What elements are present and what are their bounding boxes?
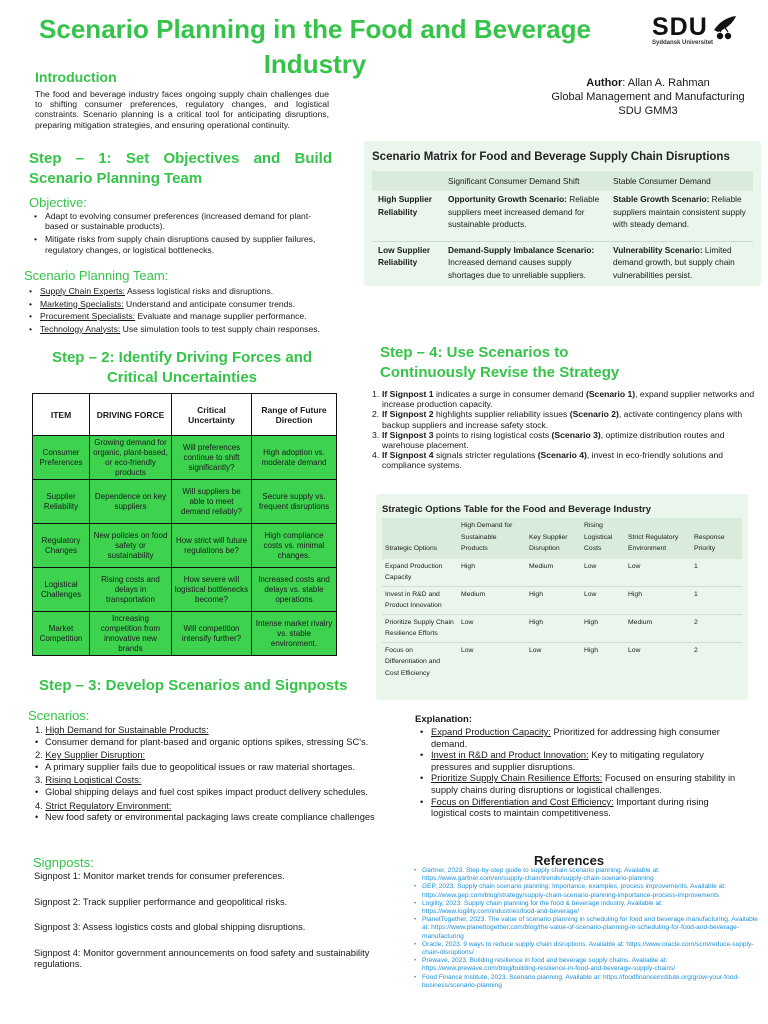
step4-text: , expand supplier networks and increase production capacity. xyxy=(382,389,755,410)
table-row xyxy=(382,586,742,614)
options-cell: Expand Production Capacity xyxy=(382,559,458,587)
explanation-desc: Prioritized for addressing high consumer demand. xyxy=(431,727,720,749)
options-header: Rising Logistical Costs xyxy=(581,518,625,559)
author-code: SDU GMM3 xyxy=(618,105,678,117)
references-heading: References xyxy=(534,853,605,868)
df-cell: Market Competition xyxy=(33,612,90,656)
team-role: Supply Chain Experts: xyxy=(40,286,126,296)
intro-heading: Introduction xyxy=(35,69,117,85)
options-cell: Low xyxy=(581,559,625,587)
objective-item: • Mitigate risks from supply chain disruptions caused by supplier failures, regulatory changes, or logistical bottlenecks. xyxy=(32,234,332,254)
table-row xyxy=(33,524,337,568)
reference-link[interactable]: • Logility, 2023. Supply chain planning for the food & beverage industry. Available at: https://www.logility.com/industries/food-and-beverage/ xyxy=(412,900,762,916)
objective-heading: Objective: xyxy=(29,195,87,210)
scenario-desc-text: New food safety or environmental packaging laws create compliance challenges xyxy=(45,812,375,823)
df-cell: How strict will future regulations be? xyxy=(172,524,252,568)
options-cell: High xyxy=(458,559,526,587)
scenario-name: Rising Logistical Costs: xyxy=(45,775,142,786)
reference-link[interactable]: • Oracle, 2023. 9 ways to reduce supply chain disruptions. Available at: https://www.oracle.com/scm/reduce-supply-chain-disruptions/ xyxy=(412,941,762,957)
scenarios-heading: Scenarios: xyxy=(28,708,90,723)
team-role: Marketing Specialists: xyxy=(40,298,124,309)
options-cell: 2 xyxy=(691,614,742,642)
scenarios-list xyxy=(35,725,405,824)
df-cell: Intense market rivalry vs. stable environment. xyxy=(252,612,337,656)
explanation-heading: Explanation: xyxy=(415,714,473,725)
options-cell: Invest in R&D and Product Innovation xyxy=(382,586,458,614)
team-heading: Scenario Planning Team: xyxy=(24,268,169,283)
df-header: ITEM xyxy=(33,394,90,436)
scenario-title xyxy=(35,801,405,813)
step4-text: indicates a surge in consumer demand xyxy=(433,389,586,399)
df-cell: Rising costs and delays in transportation xyxy=(90,568,172,612)
team-role: Procurement Specialists: xyxy=(40,311,136,321)
driving-forces-table xyxy=(32,393,337,656)
scenario-matrix-table xyxy=(372,171,753,286)
team-desc: Assess logistical risks and disruptions. xyxy=(125,286,274,296)
scenario-ref: (Scenario 2) xyxy=(569,409,619,420)
logo-text: SDU xyxy=(652,13,708,41)
df-cell: Consumer Preferences xyxy=(33,436,90,480)
scenario-ref: (Scenario 1) xyxy=(585,389,636,399)
step4-heading-line1: Step – 4: Use Scenarios to xyxy=(380,344,569,361)
strategic-options-table xyxy=(382,518,742,682)
signpost-item: Signpost 1: Monitor market trends for consumer preferences. xyxy=(34,871,285,881)
signposts-heading: Signposts: xyxy=(33,855,94,870)
page-title: Scenario Planning in the Food and Beverage Industry xyxy=(39,14,591,79)
scenario-ref: (Scenario 3) xyxy=(551,429,601,440)
matrix-col-header: Stable Consumer Demand xyxy=(607,171,753,191)
scenario-name: Key Supplier Disruption: xyxy=(45,750,146,761)
scenario-desc: • Global shipping delays and fuel cost spikes impact product delivery schedules. xyxy=(35,786,368,797)
options-cell: High xyxy=(581,614,625,642)
table-row xyxy=(382,614,742,642)
df-header: Critical Uncertainty xyxy=(172,394,252,436)
table-row xyxy=(382,559,742,587)
explanation-desc: Important during rising logistical costs to maintain competitiveness. xyxy=(431,796,709,819)
intro-text: The food and beverage industry faces ongoing supply chain challenges due to shifting consumer preferences, regulatory changes, and logistical constraints. Scenario planning is a critical tool for anticipating disruptions, preparing mitigation strategies, and ensuring operational continuity. xyxy=(35,89,329,130)
explanation-title: Prioritize Supply Chain Resilience Efforts: xyxy=(431,773,603,784)
explanation-desc: Focused on ensuring stability in supply chains during disruptions or logistical challenges. xyxy=(431,773,736,795)
objective-list xyxy=(32,211,332,255)
df-cell: Increasing competition from innovative new brands xyxy=(90,612,172,656)
step3-heading: Step – 3: Develop Scenarios and Signposts xyxy=(39,677,348,694)
team-item xyxy=(27,285,387,298)
options-cell: Low xyxy=(458,614,526,642)
team-desc: Use simulation tools to test supply chain responses. xyxy=(120,323,320,334)
step4-text: , invest in eco-friendly solutions and compliance systems. xyxy=(382,450,724,471)
matrix-cell-text: Increased demand causes supply shortages due to unreliable suppliers. xyxy=(448,257,586,280)
table-row xyxy=(382,642,742,682)
df-header: DRIVING FORCE xyxy=(90,394,172,436)
reference-link[interactable]: • PlanetTogether, 2023. The value of scenario planning in scheduling for food and beverage manufacturing. Available at: https://www.planettogether.com/blog/the-value-of-scenario-planning-in-scheduling-for-food-and-beverage-manufacturing xyxy=(412,916,762,941)
step4-heading xyxy=(380,343,650,383)
step4-heading-line2: Continuously Revise the Strategy xyxy=(380,364,620,381)
step2-heading xyxy=(37,348,327,388)
options-cell: Low xyxy=(625,559,691,587)
signpost-item: Signpost 2: Track supplier performance and geopolitical risks. xyxy=(34,896,288,907)
options-cell: 2 xyxy=(694,646,698,654)
df-cell: New policies on food safety or sustainability xyxy=(90,524,172,568)
df-cell: Regulatory Changes xyxy=(33,524,90,568)
scenario-title xyxy=(35,725,405,737)
scenario-name: Strict Regulatory Environment: xyxy=(45,800,172,811)
step1-heading: Step – 1: Set Objectives and Build Scenario Planning Team xyxy=(29,150,332,187)
options-cell: Prioritize Supply Chain Resilience Efforts xyxy=(382,614,458,642)
signposts-list xyxy=(34,871,374,971)
scenario-number: 2. xyxy=(35,750,43,761)
logo-subtitle: Syddansk Universitet xyxy=(652,40,714,46)
team-list xyxy=(27,285,387,335)
author-block xyxy=(530,76,766,118)
matrix-cell xyxy=(442,191,607,241)
author-program: Global Management and Manufacturing xyxy=(551,91,745,103)
signpost-ref: If Signpost 3 xyxy=(382,429,434,440)
matrix-title: Scenario Matrix for Food and Beverage Supply Chain Disruptions xyxy=(372,151,730,163)
options-cell: High xyxy=(625,586,691,614)
df-cell: Growing demand for organic, plant-based, or eco-friendly products xyxy=(90,436,172,480)
scenario-desc-text: A primary supplier fails due to geopolitical issues or raw material shortages. xyxy=(45,761,356,772)
explanation-desc: Key to mitigating regulatory pressures and supplier disruptions. xyxy=(431,750,704,772)
step4-text: , activate contingency plans with backup suppliers and increase safety stock. xyxy=(382,409,743,430)
df-cell: Will preferences continue to shift significantly? xyxy=(172,436,252,480)
step4-list xyxy=(372,389,762,471)
options-header: High Demand for Sustainable Products xyxy=(458,518,526,559)
options-header: Response Priority xyxy=(691,518,742,559)
df-cell: High compliance costs vs. minimal changes. xyxy=(252,524,337,568)
step4-text: points to rising logistical costs xyxy=(433,429,552,440)
options-cell: Focus on Differentiation and Cost Efficiency xyxy=(385,646,441,677)
signpost-ref: If Signpost 1 xyxy=(382,389,434,399)
team-desc: Evaluate and manage supplier performance. xyxy=(135,311,307,321)
options-cell: 1 xyxy=(691,559,742,587)
scenario-desc: • Consumer demand for plant-based and organic options spikes, stressing SC's. xyxy=(35,736,369,747)
table-row xyxy=(33,612,337,656)
matrix-row-label: High Supplier Reliability xyxy=(372,191,442,241)
df-cell: Dependence on key suppliers xyxy=(90,480,172,524)
step4-text: highlights supplier reliability issues xyxy=(433,409,570,420)
matrix-cell-text: Reliable suppliers maintain consistent supply with steady demand. xyxy=(613,194,746,229)
step2-heading-line2: Critical Uncertainties xyxy=(106,369,258,386)
scenario-ref: (Scenario 4) xyxy=(537,450,587,461)
options-header: Key Supplier Disruption xyxy=(526,518,581,559)
explanation-title: Invest in R&D and Product Innovation: xyxy=(431,750,589,761)
df-cell: Supplier Reliability xyxy=(33,480,90,524)
df-cell: Secure supply vs. frequent disruptions xyxy=(252,480,337,524)
table-row xyxy=(33,436,337,480)
leaf-icon xyxy=(710,12,742,42)
item-number: 3. xyxy=(372,429,380,440)
scenario-number: 3. xyxy=(35,775,43,786)
scenario-number: 4. xyxy=(35,800,43,811)
matrix-cell-text: Limited demand growth, but supply chain vulnerabilities persist. xyxy=(613,244,735,280)
df-cell: Increased costs and delays vs. stable operations xyxy=(252,568,337,612)
signpost-item: Signpost 3: Assess logistics costs and global shipping disruptions. xyxy=(34,922,306,933)
options-cell: Low xyxy=(529,646,542,654)
explanation-item xyxy=(418,797,738,820)
options-cell: Medium xyxy=(526,559,581,587)
explanation-item xyxy=(418,750,738,773)
scenario-title xyxy=(35,775,405,787)
item-number: 4. xyxy=(372,450,380,461)
options-cell: Medium xyxy=(458,586,526,614)
explanation-title: Focus on Differentiation and Cost Efficiency: xyxy=(431,796,614,807)
options-cell: High xyxy=(526,586,581,614)
reference-link[interactable]: • Gartner, 2023. Step-by-step guide to supply chain scenario planning. Available at: https://www.gartner.com/en/supply-chain/trends/supply-chain-scenario-planning xyxy=(412,867,762,883)
scenario-desc-text: Global shipping delays and fuel cost spikes impact product delivery schedules. xyxy=(45,786,368,797)
scenario-desc-text: Consumer demand for plant-based and organic options spikes, stressing SC's. xyxy=(45,736,369,747)
options-cell: Low xyxy=(581,586,625,614)
signpost-item: Signpost 4: Monitor government announcements on food safety and sustainability regulations. xyxy=(34,947,370,970)
references-list xyxy=(412,867,762,990)
explanation-item xyxy=(418,727,738,750)
options-cell: High xyxy=(584,646,598,654)
team-item xyxy=(27,298,387,311)
matrix-row-label: Low Supplier Reliability xyxy=(378,244,431,267)
df-cell: Will suppliers be able to meet demand reliably? xyxy=(172,480,252,524)
scenario-name: High Demand for Sustainable Products: xyxy=(45,725,209,735)
options-cell: Low xyxy=(628,646,641,654)
table-row xyxy=(33,480,337,524)
item-number: 2. xyxy=(372,409,380,420)
explanation-title: Expand Production Capacity: xyxy=(431,727,551,737)
scenario-desc: • New food safety or environmental packaging laws create compliance challenges xyxy=(35,812,375,823)
matrix-cell-title: Vulnerability Scenario: xyxy=(613,244,703,255)
options-cell: Low xyxy=(461,646,474,654)
matrix-cell-text: Reliable suppliers meet increased demand for sustainable products. xyxy=(448,194,600,229)
sdu-logo xyxy=(652,12,752,52)
step4-text: , optimize distribution routes and warehouse placement. xyxy=(382,429,725,451)
matrix-cell xyxy=(607,241,753,286)
strategic-options-panel xyxy=(376,494,748,700)
table-row xyxy=(33,568,337,612)
matrix-col-header: Significant Consumer Demand Shift xyxy=(442,171,607,191)
step4-text: signals stricter regulations xyxy=(433,450,538,461)
df-header: Range of Future Direction xyxy=(252,394,337,436)
team-desc: Understand and anticipate consumer trends. xyxy=(123,298,296,309)
scenario-matrix-panel xyxy=(364,141,761,286)
step4-item xyxy=(372,450,762,470)
step4-item xyxy=(372,430,762,450)
df-cell: Will competition intensify further? xyxy=(172,612,252,656)
explanation-list xyxy=(418,727,738,820)
df-cell: How severe will logistical bottlenecks become? xyxy=(172,568,252,612)
explanation-item xyxy=(418,773,738,796)
reference-link[interactable]: • Food Finance Institute, 2023. Scenario planning. Available at: https://foodfinanceinstitute.org/grow-your-food-business/scenario-planning xyxy=(412,974,762,990)
step4-item xyxy=(372,409,762,429)
df-cell: High adoption vs. moderate demand xyxy=(252,436,337,480)
team-item xyxy=(27,310,387,323)
matrix-cell-title: Stable Growth Scenario: xyxy=(613,194,710,204)
options-cell: 1 xyxy=(691,586,742,614)
signpost-ref: If Signpost 4 xyxy=(382,450,434,461)
options-title: Strategic Options Table for the Food and Beverage Industry xyxy=(382,504,652,515)
objective-item: • Adapt to evolving consumer preferences (increased demand for plant-based or sustainable products). xyxy=(32,211,332,231)
signpost-ref: If Signpost 2 xyxy=(382,409,434,420)
scenario-desc: • A primary supplier fails due to geopolitical issues or raw material shortages. xyxy=(35,761,356,772)
options-header: Strict Regulatory Environment xyxy=(625,518,691,559)
df-cell: Logistical Challenges xyxy=(33,568,90,612)
reference-link[interactable]: • Prewave, 2023. Building resilience in food and beverage supply chains. Available at: https://www.prewave.com/blog/building-resilience-in-food-and-beverage-supply-chains/ xyxy=(412,957,762,973)
options-cell: Medium xyxy=(625,614,691,642)
scenario-title xyxy=(35,750,405,762)
scenario-number: 1. xyxy=(35,725,43,735)
step2-heading-line1: Step – 2: Identify Driving Forces and xyxy=(51,349,313,366)
reference-link[interactable]: • GEP, 2023. Supply chain scenario planning: Importance, examples, process improvements. Available at: https://www.gep.com/blog/strategy/supply-chain-scenario-planning-importance-process-improvements xyxy=(412,883,762,899)
author-label: Author xyxy=(586,77,623,89)
options-header: Strategic Options xyxy=(382,518,458,559)
matrix-cell-title: Demand-Supply Imbalance Scenario: xyxy=(448,244,595,255)
matrix-cell xyxy=(607,191,753,241)
matrix-cell xyxy=(442,241,607,286)
item-number: 1. xyxy=(372,389,380,399)
matrix-cell-title: Opportunity Growth Scenario: xyxy=(448,194,567,204)
team-role: Technology Analysts: xyxy=(40,323,121,334)
options-cell: High xyxy=(526,614,581,642)
matrix-corner xyxy=(372,171,442,191)
step4-item xyxy=(372,389,762,409)
team-item xyxy=(27,323,387,336)
author-name: : Allan A. Rahman xyxy=(622,77,710,89)
